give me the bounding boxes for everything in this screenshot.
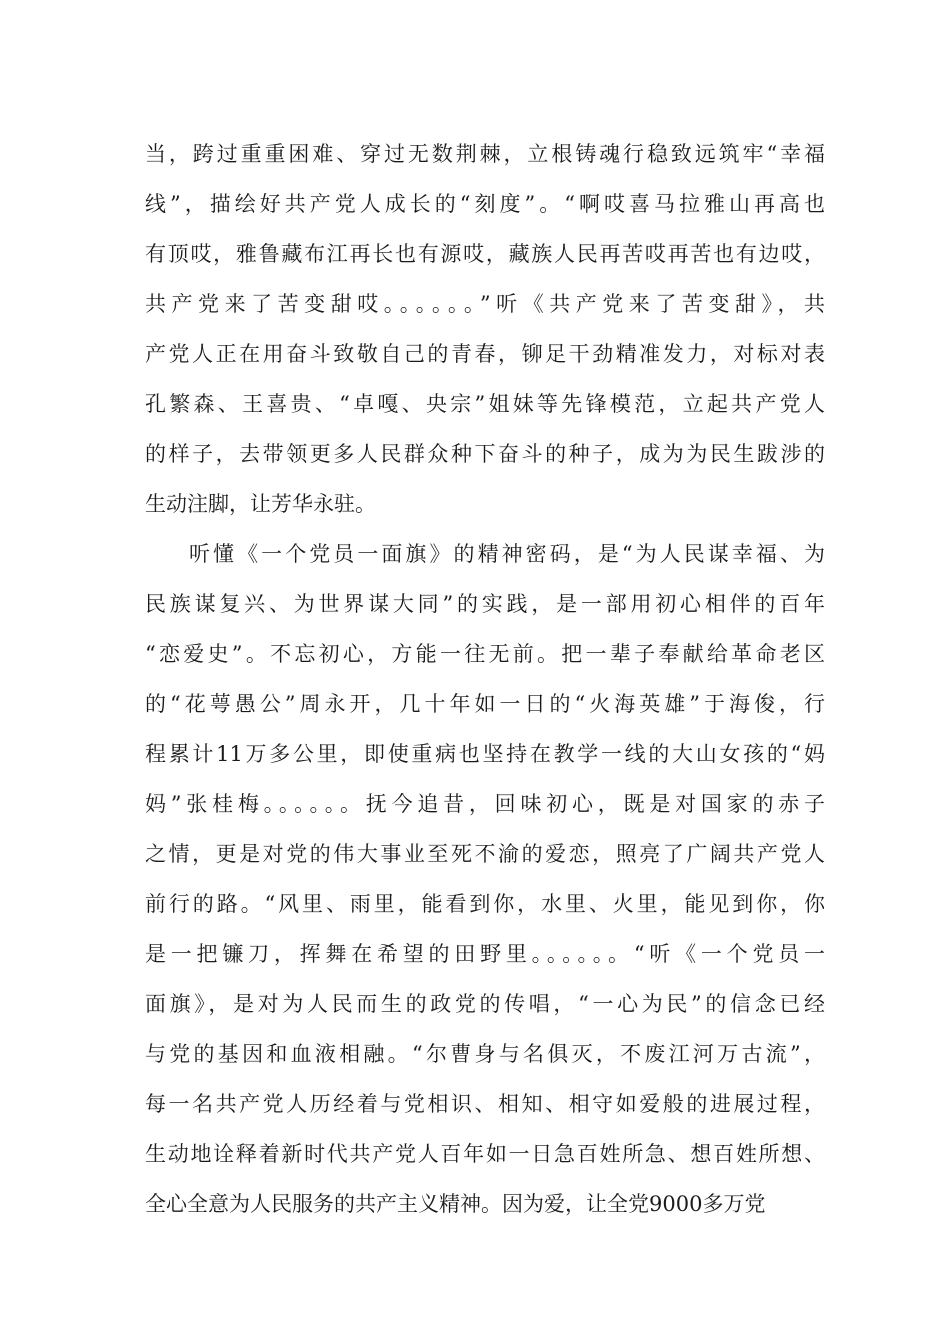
text-line: 是一把镰刀，挥舞在希望的田野里。。。。。。“听《一个党员一 <box>145 942 825 966</box>
paragraph-end-line: 生动注脚，让芳华永驻。 <box>145 492 376 516</box>
text-line: 当，跨过重重困难、穿过无数荆棘，立根铸魂行稳致远筑牢“幸福 <box>145 142 825 166</box>
text-line: 产党人正在用奋斗致敬自己的青春，铆足干劲精准发力，对标对表 <box>145 342 825 366</box>
text-line: 线”，描绘好共产党人成长的“刻度”。“啊哎喜马拉雅山再高也 <box>145 192 825 216</box>
text-line: 与党的基因和血液相融。“尔曹身与名俱灭，不废江河万古流”， <box>145 1042 825 1066</box>
text-line: 的“花萼愚公”周永开，几十年如一日的“火海英雄”于海俊，行 <box>145 692 825 716</box>
text-line: 生动地诠释着新时代共产党人百年如一日急百姓所急、想百姓所想、 <box>145 1142 825 1166</box>
text-line: 民族谋复兴、为世界谋大同”的实践，是一部用初心相伴的百年 <box>145 592 825 616</box>
body-text <box>145 129 825 1229</box>
text-line: 的样子，去带领更多人民群众种下奋斗的种子，成为为民生跋涉的 <box>145 442 825 466</box>
text-line: 有顶哎，雅鲁藏布江再长也有源哎，藏族人民再苦哎再苦也有边哎， <box>145 242 825 266</box>
text-line: 之情，更是对党的伟大事业至死不渝的爱恋，照亮了广阔共产党人 <box>145 842 825 866</box>
text-line: “恋爱史”。不忘初心，方能一往无前。把一辈子奉献给革命老区 <box>145 642 825 666</box>
text-line: 共产党来了苦变甜哎。。。。。。”听《共产党来了苦变甜》，共 <box>145 292 825 316</box>
text-line: 前行的路。“风里、雨里，能看到你，水里、火里，能见到你，你 <box>145 892 825 916</box>
text-line: 每一名共产党人历经着与党相识、相知、相守如爱般的进展过程， <box>145 1092 825 1116</box>
paragraph-start-line: 听懂《一个党员一面旗》的精神密码，是“为人民谋幸福、为 <box>189 542 825 566</box>
text-line: 程累计11万多公里，即使重病也坚持在教学一线的大山女孩的“妈 <box>145 742 825 766</box>
text-line: 妈”张桂梅。。。。。。抚今追昔，回味初心，既是对国家的赤子 <box>145 792 825 816</box>
text-line: 面旗》，是对为人民而生的政党的传唱，“一心为民”的信念已经 <box>145 992 825 1016</box>
text-line: 全心全意为人民服务的共产主义精神。因为爱，让全党9000多万党 <box>145 1192 766 1216</box>
text-line: 孔繁森、王喜贵、“卓嘎、央宗”姐妹等先锋模范，立起共产党人 <box>145 392 825 416</box>
